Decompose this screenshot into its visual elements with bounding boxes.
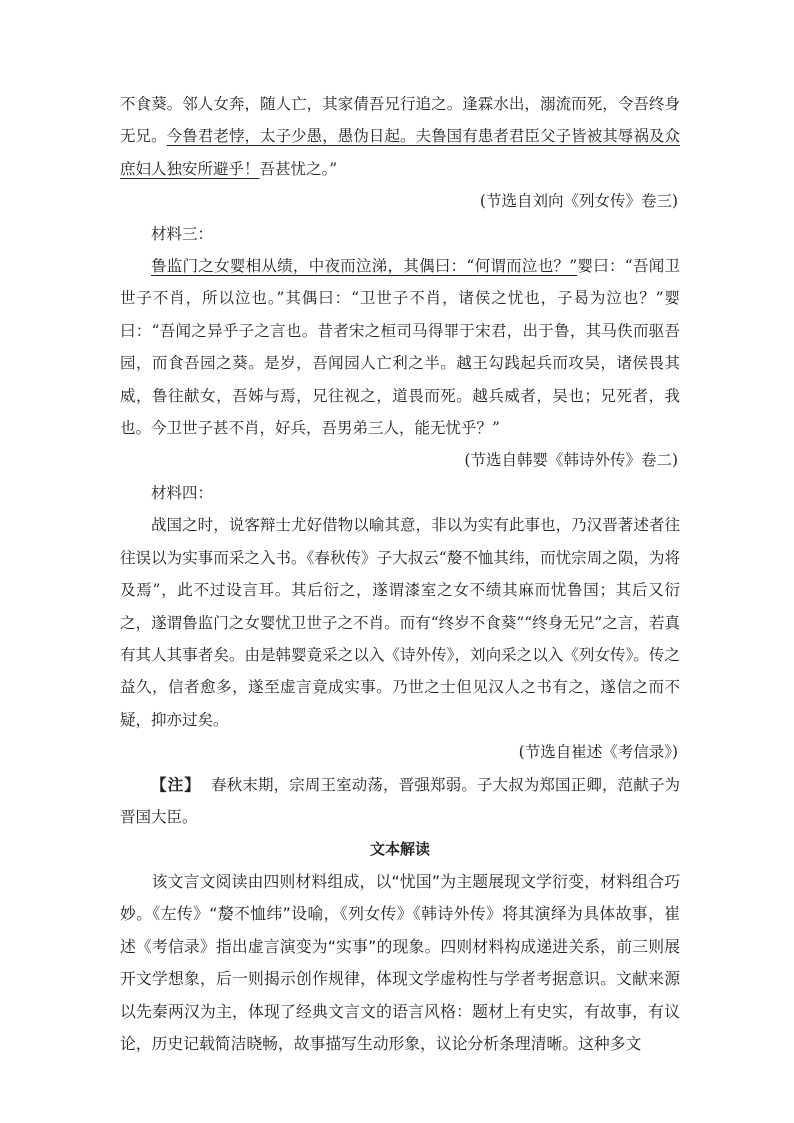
material3-body — [120, 250, 680, 444]
material2-source: (节选自刘向《列女传》卷三) — [479, 192, 678, 211]
material4-source: (节选自崔述《考信录》) — [518, 743, 678, 762]
material2-plain-end: 吾甚忧之。” — [259, 159, 338, 178]
note-text: 春秋末期，宗周王室动荡，晋强郑弱。子大叔为郑国正卿，范献子为晋国大臣。 — [120, 775, 680, 826]
interpretation-title: 文本解读 — [369, 840, 430, 859]
annotation-note — [120, 769, 680, 834]
note-tag: 【注】 — [151, 774, 201, 794]
material2-plain-start: 不食葵。邻人女奔，随人亡，其家倩吾兄行追之。逢霖水出，溺流而死，令吾终身无兄。 — [120, 95, 680, 146]
document-page — [120, 88, 680, 1061]
material3-text: 婴曰：“吾闻卫世子不肖，所以泣也。”其偶曰：“卫世子不肖，诸侯之忧也，子曷为泣也？”婴曰：“吾闻之异乎子之言也。昔者宋之桓司马得罪于宋君，出于鲁，其马佚而驱吾园，而食吾园之葵。是岁，吾闻园人亡利之半。越王勾践起兵而攻吴，诸侯畏其威，鲁往献女，吾姊与焉，兄往视之，道畏而死。越兵威者，吴也；兄死者，我也。今卫世子甚不肖，好兵，吾男弟三人，能无忧乎？” — [120, 257, 680, 438]
material4-label: 材料四： — [151, 483, 214, 502]
material4-body: 战国之时，说客辩士尤好借物以喻其意，非以为实有此事也，乃汉晋著述者往往误以为实事而采之入书。《春秋传》子大叔云“嫠不恤其纬，而忧宗周之陨，为将及焉”，此不过设言耳。其后衍之，遂谓漆室之女不绩其麻而忧鲁国；其后又衍之，遂谓鲁监门之女婴忧卫世子之不肖。而有“终岁不食葵”“终身无兄”之言，若真有其人其事者矣。由是韩婴竟采之以入《诗外传》，刘向采之以入《列女传》。传之益久，信者愈多，遂至虚言竟成实事。乃世之士但见汉人之书有之，遂信之而不疑，抑亦过矣。 — [120, 516, 680, 729]
material3-label: 材料三： — [151, 224, 214, 243]
material3-underlined-sentence: 鲁监门之女婴相从绩，中夜而泣涕，其偶曰：“何谓而泣也？” — [151, 257, 578, 276]
material2-underlined-sentence: 今鲁君老悖，太子少愚，愚伪日起。夫鲁国有患者君臣父子皆被其辱祸及众庶妇人独安所避乎！ — [120, 127, 680, 178]
material3-source: (节选自韩婴《韩诗外传》卷二) — [464, 451, 678, 470]
material2-tail — [120, 88, 680, 185]
interpretation-text: 该文言文阅读由四则材料组成，以“忧国”为主题展现文学衍变，材料组合巧妙。《左传》“嫠不恤纬”设喻，《列女传》《韩诗外传》将其演绎为具体故事，崔述《考信录》指出虚言演变为“实事”的现象。四则材料构成递进关系，前三则展开文学想象，后一则揭示创作规律，体现文学虚构性与学者考据意识。文献来源以先秦两汉为主，体现了经典文言文的语言风格：题材上有史实，有故事，有议论，历史记载简洁晓畅，故事描写生动形象，议论分析条理清晰。这种多文 — [120, 871, 680, 1054]
